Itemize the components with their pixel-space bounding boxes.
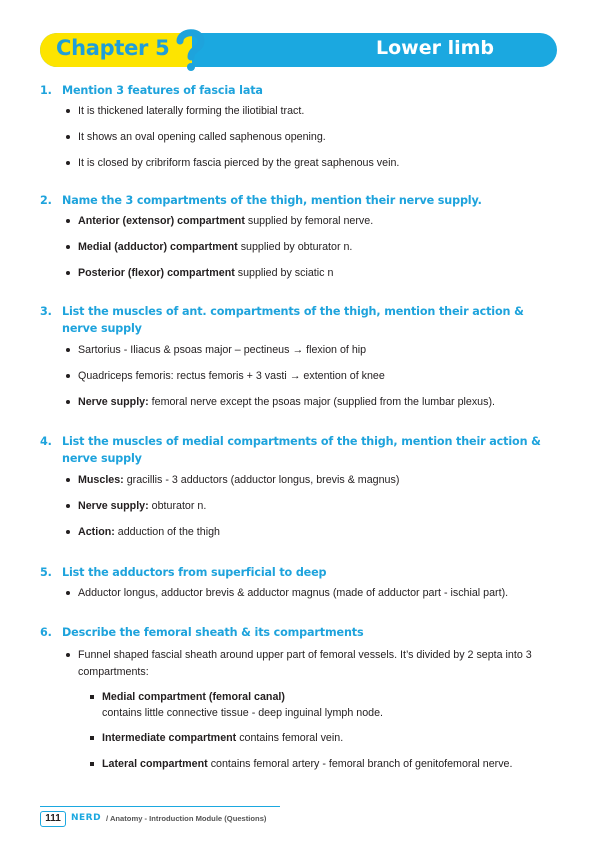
answer-item: Muscles: gracillis - 3 adductors (adductor longus, brevis & magnus) [40,472,558,488]
question-title: List the adductors from superficial to deep [62,566,327,579]
answer-item: Nerve supply: obturator n. [40,498,558,514]
question-number: 3. [40,305,52,318]
answer-item: It is closed by cribriform fascia pierced by the great saphenous vein. [40,155,558,171]
answer-item: Nerve supply: femoral nerve except the psoas major (supplied from the lumbar plexus). [40,394,558,410]
footer-divider [40,806,280,807]
answer-list [40,585,558,601]
answer-item: It shows an oval opening called saphenous opening. [40,129,558,145]
question-6 [40,624,558,772]
question-number: 5. [40,566,52,579]
answer-item: Sartorius - Iliacus & psoas major – pectineus → flexion of hip [40,342,558,358]
question-number: 4. [40,435,52,448]
question-mark-icon [170,27,210,73]
question-heading [40,433,558,467]
sub-answer-item: Intermediate compartment contains femoral vein. [40,730,558,746]
question-number: 6. [40,626,52,639]
answer-item: Quadriceps femoris: rectus femoris + 3 vasti → extention of knee [40,368,558,384]
sub-answer-list [40,689,558,772]
question-heading [40,82,558,99]
chapter-label: Chapter 5 [56,36,170,60]
answer-item: Posterior (flexor) compartment supplied by sciatic n [40,265,558,281]
answer-list [40,213,558,281]
question-heading [40,192,558,209]
question-5 [40,564,558,601]
chapter-banner [40,33,557,67]
question-title: Mention 3 features of fascia lata [62,84,263,97]
answer-item: Action: adduction of the thigh [40,524,558,540]
question-heading [40,303,558,337]
answer-item: Anterior (extensor) compartment supplied by femoral nerve. [40,213,558,229]
answer-item: Adductor longus, adductor brevis & adductor magnus (made of adductor part - ischial part). [40,585,558,601]
footer-text: / Anatomy - Introduction Module (Questions) [106,814,267,823]
question-title: List the muscles of ant. compartments of the thigh, mention their action & nerve supply [62,305,524,335]
sub-answer-item: Medial compartment (femoral canal) contains little connective tissue - deep inguinal lymph node. [40,689,558,721]
answer-list [40,647,558,681]
question-4 [40,433,558,540]
answer-list [40,472,558,540]
nerd-logo: NERD [71,813,102,823]
question-title: Name the 3 compartments of the thigh, mention their nerve supply. [62,194,482,207]
question-number: 1. [40,84,52,97]
chapter-title: Lower limb [375,37,494,59]
question-number: 2. [40,194,52,207]
question-1 [40,82,558,171]
answer-item: Funnel shaped fascial sheath around upper part of femoral vessels. It’s divided by 2 septa into 3 compartments: [40,647,558,681]
answer-item: Medial (adductor) compartment supplied by obturator n. [40,239,558,255]
answer-list [40,103,558,171]
page-footer [40,810,280,828]
question-heading [40,624,558,641]
question-title: Describe the femoral sheath & its compartments [62,626,364,639]
answer-item: It is thickened laterally forming the iliotibial tract. [40,103,558,119]
question-title: List the muscles of medial compartments of the thigh, mention their action & nerve supply [62,435,541,465]
page-number: 111 [40,811,66,827]
sub-answer-item: Lateral compartment contains femoral artery - femoral branch of genitofemoral nerve. [40,756,558,772]
question-2 [40,192,558,281]
answer-list [40,342,558,410]
question-heading [40,564,558,581]
question-3 [40,303,558,410]
